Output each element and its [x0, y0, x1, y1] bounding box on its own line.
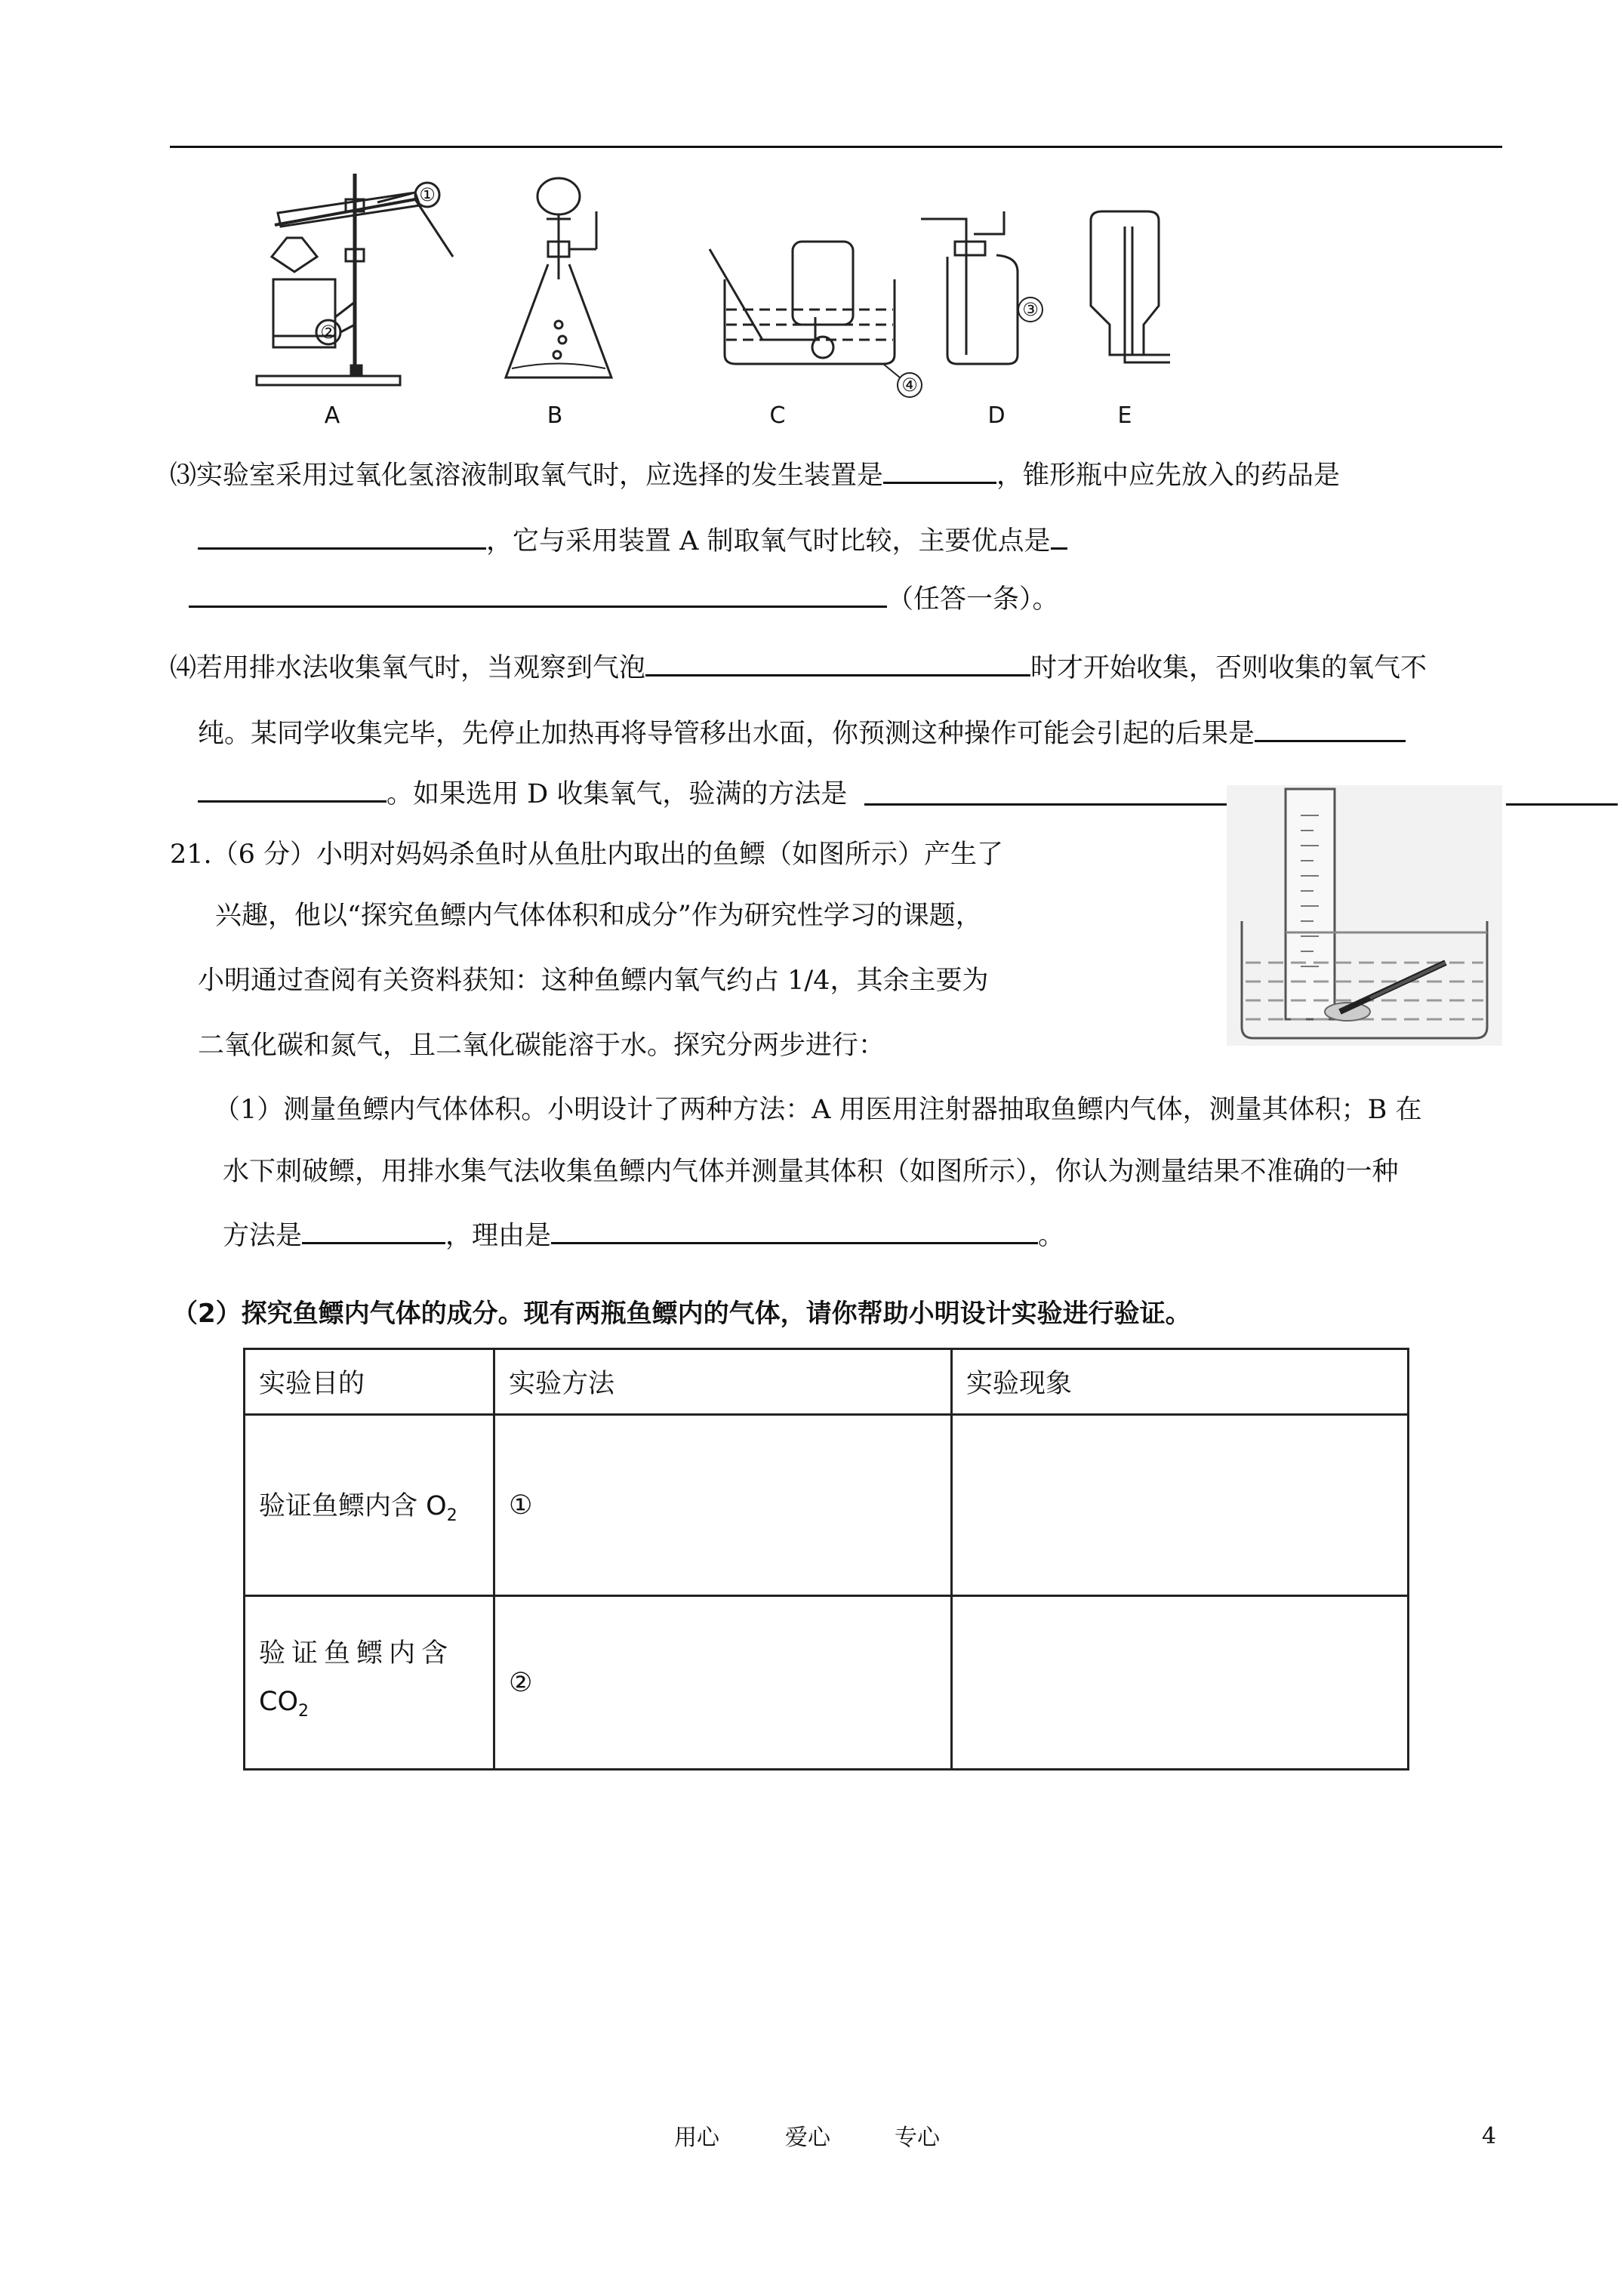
apparatus-figure: [242, 166, 1223, 430]
answer-blank[interactable]: [302, 1219, 445, 1244]
q3-line1: ⑶实验室采用过氧化氢溶液制取氧气时，应选择的发生装置是 ，锥形瓶中应先放入的药品是: [170, 461, 1341, 491]
callout-3: ③: [1022, 299, 1039, 320]
header-method: 实验方法: [494, 1349, 952, 1415]
answer-blank[interactable]: [198, 778, 387, 803]
observation-cell-2[interactable]: [952, 1596, 1409, 1770]
table-row: [245, 1596, 1409, 1770]
table-row: [245, 1415, 1409, 1596]
q21-line3: 小明通过查阅有关资料获知：这种鱼鳔内氧气约占 1/4，其余主要为: [198, 966, 989, 996]
label-e: E: [1117, 402, 1132, 429]
header-observation: 实验现象: [952, 1349, 1409, 1415]
callout-2: ②: [320, 322, 337, 343]
label-d: D: [987, 402, 1006, 429]
apparatus-e: [1091, 211, 1170, 362]
answer-blank[interactable]: [551, 1219, 1038, 1244]
apparatus-d: [921, 211, 1018, 364]
observation-cell-1[interactable]: [952, 1415, 1409, 1596]
apparatus-c: [710, 242, 895, 364]
q4-line3: 。如果选用 D 收集氧气，验满的方法是: [198, 778, 847, 809]
answer-blank[interactable]: [189, 583, 887, 608]
method-cell-1[interactable]: ①: [494, 1415, 952, 1596]
apparatus-b: [506, 178, 611, 378]
q4-line2: 纯。某同学收集完毕，先停止加热再将导管移出水面，你预测这种操作可能会引起的后果是: [198, 717, 1406, 749]
experiment-table: [243, 1348, 1409, 1771]
footer-item-2: 爱心: [785, 2125, 830, 2151]
method-cell-2[interactable]: ②: [494, 1596, 952, 1770]
header-purpose: 实验目的: [245, 1349, 494, 1415]
label-a: A: [324, 402, 340, 429]
purpose-o2: 验证鱼鳔内含 $O_2$: [245, 1415, 494, 1596]
page-number: 4: [1482, 2123, 1497, 2150]
callout-1: ①: [419, 184, 436, 205]
apparatus-a: [257, 174, 453, 385]
answer-blank[interactable]: [645, 652, 1030, 676]
answer-blank[interactable]: [1051, 525, 1067, 550]
footer-item-3: 专心: [895, 2125, 940, 2151]
q21-line1: 21.（6 分）小明对妈妈杀鱼时从鱼肚内取出的鱼鳔（如图所示）产生了: [170, 840, 1004, 870]
answer-blank-long-right[interactable]: [1506, 803, 1618, 806]
header-rule: [170, 146, 1502, 148]
q21-part1-line2: 水下刺破鳔，用排水集气法收集鱼鳔内气体并测量其体积（如图所示），你认为测量结果不准确的一种: [223, 1157, 1399, 1187]
label-c: C: [769, 402, 786, 429]
graduated-cylinder-figure: [1227, 785, 1502, 1046]
table-header-row: [245, 1349, 1409, 1415]
q21-line2: 兴趣，他以“探究鱼鳔内气体体积和成分”作为研究性学习的课题，: [215, 901, 982, 931]
label-b: B: [547, 402, 563, 429]
q21-line4: 二氧化碳和氮气，且二氧化碳能溶于水。探究分两步进行：: [198, 1031, 885, 1061]
q21-part2: （2）探究鱼鳔内气体的成分。现有两瓶鱼鳔内的气体，请你帮助小明设计实验进行验证。: [172, 1299, 1191, 1329]
answer-blank[interactable]: [1255, 717, 1406, 742]
q3-line2: ，它与采用装置 A 制取氧气时比较，主要优点是: [198, 525, 1067, 556]
q3-line3: （任答一条）。: [189, 583, 1059, 615]
q21-part1-line3: 方法是 ，理由是 。: [223, 1221, 1065, 1251]
answer-blank[interactable]: [883, 459, 996, 484]
footer-item-1: 用心: [674, 2125, 719, 2151]
callout-4: ④: [901, 374, 918, 396]
q4-line1: ⑷若用排水法收集氧气时，当观察到气泡 时才开始收集，否则收集的氧气不: [170, 653, 1427, 683]
answer-blank[interactable]: [198, 525, 486, 550]
q21-part1-line1: （1）测量鱼鳔内气体体积。小明设计了两种方法：A 用医用注射器抽取鱼鳔内气体，测量其体积；B 在: [214, 1095, 1422, 1125]
purpose-co2: 验证鱼鳔内含 $CO_2$: [245, 1596, 494, 1770]
answer-blank-long[interactable]: [864, 803, 1227, 806]
